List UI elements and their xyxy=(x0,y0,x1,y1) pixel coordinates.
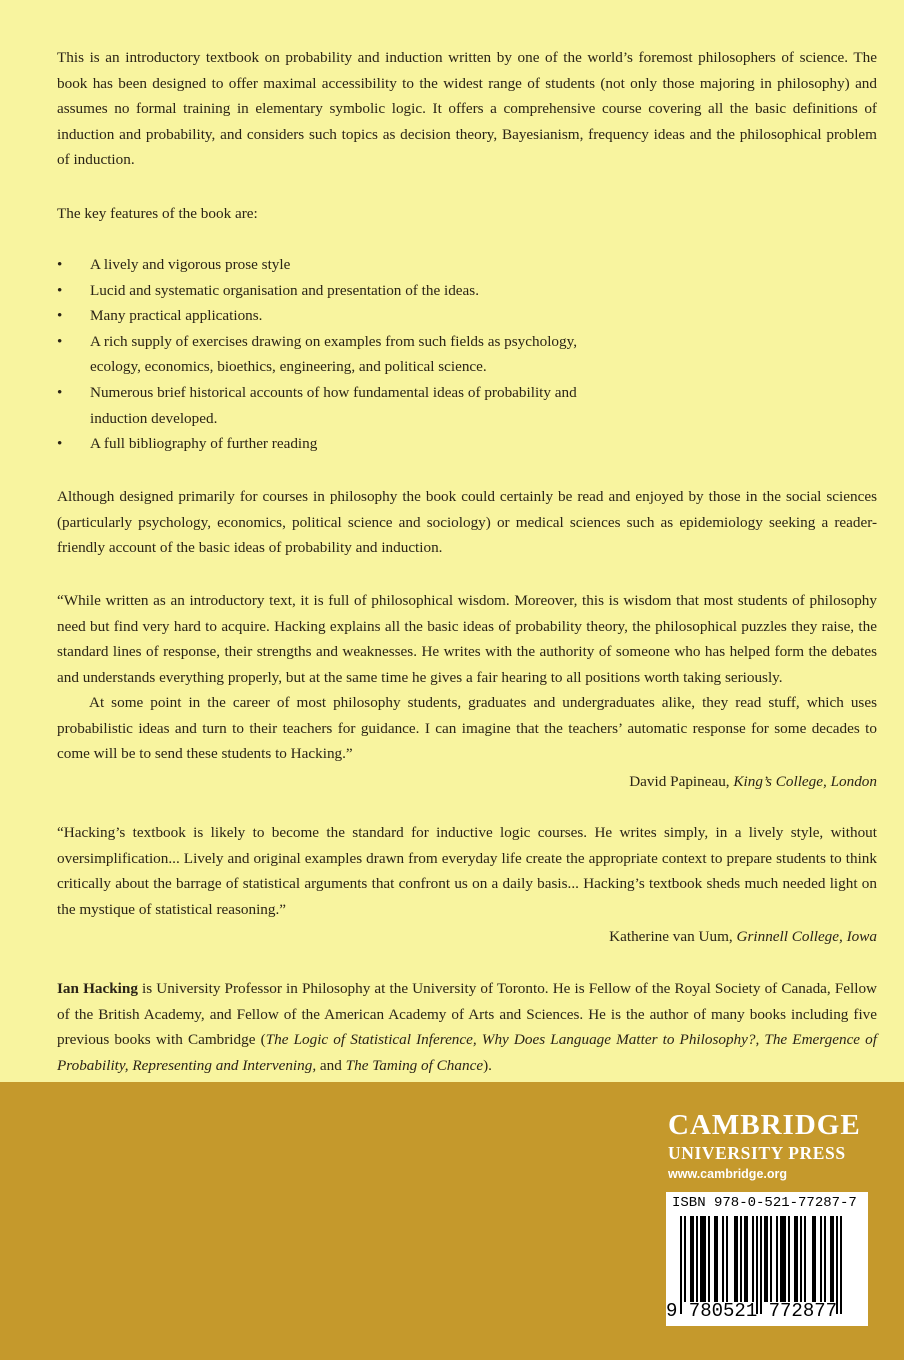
barcode-bar xyxy=(714,1216,718,1302)
barcode-bar xyxy=(700,1216,706,1302)
barcode-bar xyxy=(722,1216,724,1302)
audience-paragraph: Although designed primarily for courses in philosophy the book could certainly be read and enjoyed by those in the social sciences (particularly psychology, economics, political science and sociology) or medical sciences such as epidemiology seeking a reader-friendly account of the basic ideas of probability and induction. xyxy=(57,488,877,557)
barcode-bar xyxy=(684,1216,686,1302)
quote1-attribution xyxy=(629,769,877,795)
barcode-bar xyxy=(764,1216,768,1302)
barcode-bar xyxy=(726,1216,728,1302)
barcode-bar xyxy=(794,1216,798,1302)
barcode-bar xyxy=(820,1216,822,1302)
feature-item: • Numerous brief historical accounts of how fundamental ideas of probability and induction developed. xyxy=(57,380,580,431)
publisher-subtitle: UNIVERSITY PRESS xyxy=(668,1143,846,1163)
barcode-bar xyxy=(708,1216,710,1302)
feature-item: • Many practical applications. xyxy=(57,303,657,329)
barcode-bar xyxy=(830,1216,834,1302)
barcode-bar xyxy=(752,1216,754,1302)
feature-item: • A lively and vigorous prose style xyxy=(57,252,657,278)
isbn-barcode xyxy=(666,1192,868,1326)
barcode-bars xyxy=(680,1216,862,1302)
barcode-bar xyxy=(812,1216,816,1302)
feature-item: • A full bibliography of further reading xyxy=(57,431,657,457)
publisher-name: CAMBRIDGE xyxy=(668,1109,861,1141)
quote1-paragraph-1: “While written as an introductory text, it is full of philosophical wisdom. Moreover, this is wisdom that most students of philosophy need but find very hard to acquire. Hacking explains all the basic ideas of probability theory, the philosophical puzzles they raise, the standard lines of response, their strengths and weaknesses. He writes with the authority of someone who has helped form the debates and understands everything properly, but at the same time he gives a fair hearing to all positions worth taking seriously. xyxy=(57,592,877,686)
bio-last-book: The Taming of Chance xyxy=(345,1056,484,1074)
author-name: Ian Hacking xyxy=(57,980,138,997)
barcode-bar xyxy=(734,1216,738,1302)
barcode-bar xyxy=(800,1216,802,1302)
barcode-bar xyxy=(744,1216,748,1302)
author-bio: Ian Hacking is University Professor in Philosophy at the University of Toronto. He is Fellow of the Royal Society of Canada, Fellow of the British Academy, and Fellow of the American Academy of Arts and Sciences. He is the author of many books including five previous books with Cambridge (The Logic of Statistical Inference, Why Does Language Matter to Philosophy?, The Emergence of Probability, Representing and Intervening, and The Taming of Chance). xyxy=(57,980,878,1074)
barcode-bar xyxy=(690,1216,694,1302)
barcode-bar xyxy=(740,1216,742,1302)
feature-item: • A rich supply of exercises drawing on examples from such fields as psychology, ecology, economics, bioethics, engineering, and political science. xyxy=(57,329,615,380)
bio-books: The Logic of Statistical Inference, Why Does Language Matter to Philosophy?, The Emergence of Probability, Representing and Intervening, xyxy=(57,1031,877,1074)
barcode-bar xyxy=(770,1216,772,1302)
intro-paragraph: This is an introductory textbook on probability and induction written by one of the world’s foremost philosophers of science. The book has been designed to offer maximal accessibility to the widest range of students (not only those majoring in philosophy) and assumes no formal training in elementary symbolic logic. It offers a comprehensive course covering all the basic definitions of induction and probability, and considers such topics as decision theory, Bayesianism, frequency ideas and the philosophical problem of induction. xyxy=(57,49,877,169)
quote1-paragraph-2: At some point in the career of most philosophy students, graduates and undergraduates alike, they read stuff, which uses probabilistic ideas and turn to their teachers for guidance. I can imagine that the teachers’ automatic response for some decades to come will be to send these students to Hacking.” xyxy=(57,694,877,763)
barcode-digits: 9 780521 772877 xyxy=(666,1300,838,1322)
quote2-attribution xyxy=(609,924,877,950)
barcode-bar xyxy=(780,1216,786,1302)
barcode-bar xyxy=(776,1216,778,1302)
barcode-bar xyxy=(696,1216,698,1302)
quote2-author: Katherine van Uum, xyxy=(609,928,733,945)
publisher-logo xyxy=(668,1110,861,1182)
barcode-bar xyxy=(804,1216,806,1302)
quote1-affiliation: King’s College, London xyxy=(733,773,877,790)
features-list xyxy=(57,252,657,457)
quote2-paragraph: “Hacking’s textbook is likely to become the standard for inductive logic courses. He writes simply, in a lively style, without oversimplification... Lively and original examples drawn from everyday life create the appropriate context to prepare students to think critically about the barrage of statistical arguments that confront us on a daily basis... Hacking’s textbook sheds much needed light on the mystique of statistical reasoning.” xyxy=(57,824,877,918)
barcode-bar xyxy=(824,1216,826,1302)
isbn-label: ISBN 978-0-521-77287-7 xyxy=(672,1195,857,1211)
feature-item: • Lucid and systematic organisation and presentation of the ideas. xyxy=(57,278,657,304)
quote1-author: David Papineau, xyxy=(629,773,730,790)
barcode-bar xyxy=(788,1216,790,1302)
publisher-url: www.cambridge.org xyxy=(668,1167,788,1181)
quote2-affiliation: Grinnell College, Iowa xyxy=(736,928,877,945)
features-heading: The key features of the book are: xyxy=(57,205,258,222)
